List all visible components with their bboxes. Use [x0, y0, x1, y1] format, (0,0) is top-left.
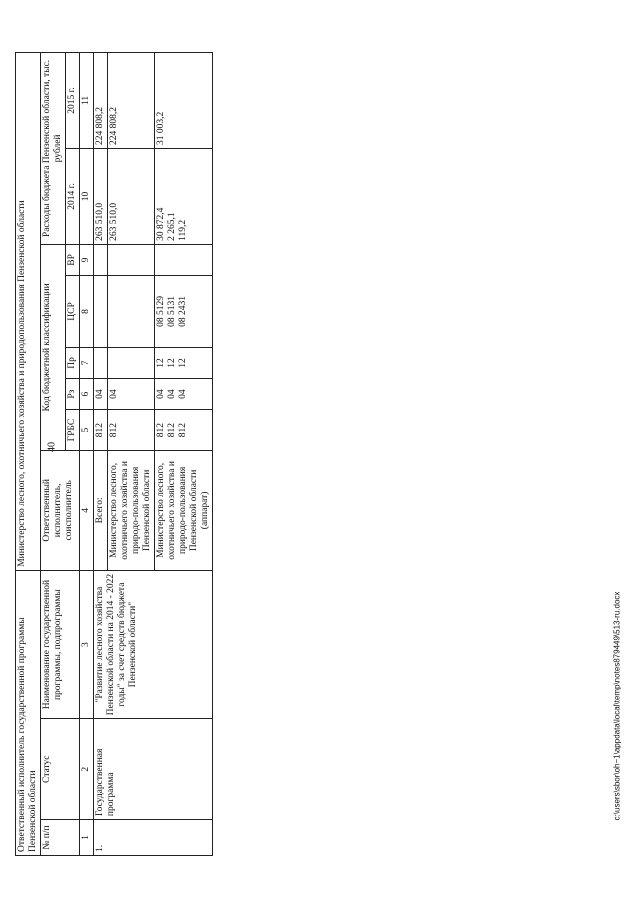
- column-number-row: [80, 53, 94, 856]
- col-csr-header: ЦСР: [66, 276, 80, 348]
- file-path-footer: c:\users\sbor\oh~1\appdata\local\temp\notes879449\513-ru.docx: [612, 591, 622, 821]
- row-program-name: "Развитие лесного хозяйства Пензенской области на 2014 - 2022 годы" за счет средств бюджета Пензенской области": [94, 570, 213, 719]
- col-2015-header: 2015 г.: [66, 53, 80, 149]
- total-grbs: 812: [94, 410, 108, 451]
- col-kbk-header: Код бюджетной классификации: [41, 244, 66, 450]
- col-grbs-header: ГРБС: [66, 410, 80, 451]
- ministry-2014: 263 510,0: [108, 149, 155, 245]
- col-num-header: № п/п: [41, 820, 80, 856]
- apparatus-2015: 31 003,2: [155, 53, 213, 149]
- table-row-total: [94, 53, 108, 856]
- total-2014: 263 510,0: [94, 149, 108, 245]
- column-number: 5: [80, 410, 94, 451]
- ministry-grbs: 812: [108, 410, 155, 451]
- responsible-value: Министерство лесного, охотничьего хозяйства и природопользования Пензенской области: [16, 53, 41, 571]
- col-vr-header: ВР: [66, 244, 80, 275]
- col-exp-header: Расходы бюджета Пензенской области, тыс. рублей: [41, 53, 66, 245]
- col-rz-header: Рз: [66, 379, 80, 410]
- ministry-vr: [108, 244, 155, 275]
- column-number: 9: [80, 244, 94, 275]
- ministry-label: Министерство лесного, охотничьего хозяйства и природо-пользования Пензенской области: [108, 450, 155, 570]
- apparatus-2014: 30 872,4 2 265,1 119,2: [155, 149, 213, 245]
- column-number: 7: [80, 347, 94, 378]
- total-csr: [94, 276, 108, 348]
- total-label: Всего:: [94, 450, 108, 570]
- page-number: 40: [46, 442, 58, 452]
- apparatus-vr: [155, 244, 213, 275]
- total-rz: 04: [94, 379, 108, 410]
- col-pr-header: Пр: [66, 347, 80, 378]
- apparatus-label: Министерство лесного, охотничьего хозяйства и природо-пользования Пензенской области (аппарат): [155, 450, 213, 570]
- column-number: 3: [80, 570, 94, 719]
- column-number: 1: [80, 820, 94, 856]
- responsible-label: Ответственный исполнитель государственной программы Пензенской области: [16, 570, 41, 855]
- col-name-header: Наименование государственной программы, подпрограммы: [41, 570, 80, 719]
- apparatus-csr: 08 5129 08 5131 08 2431: [155, 276, 213, 348]
- ministry-2015: 224 808,2: [108, 53, 155, 149]
- column-number: 11: [80, 53, 94, 149]
- column-number: 8: [80, 276, 94, 348]
- apparatus-rz: 04 04 04: [155, 379, 213, 410]
- resource-table: [15, 52, 213, 856]
- column-number: 4: [80, 450, 94, 570]
- ministry-rz: 04: [108, 379, 155, 410]
- col-status-header: Статус: [41, 719, 80, 820]
- row-number: 1.: [94, 820, 213, 856]
- column-number: 10: [80, 149, 94, 245]
- total-pr: [94, 347, 108, 378]
- ministry-csr: [108, 276, 155, 348]
- col-exec-header: Ответственный исполнитель, соисполнитель: [41, 450, 80, 570]
- column-number: 2: [80, 719, 94, 820]
- apparatus-pr: 12 12 12: [155, 347, 213, 378]
- total-2015: 224 808,2: [94, 53, 108, 149]
- apparatus-grbs: 812 812 812: [155, 410, 213, 451]
- total-vr: [94, 244, 108, 275]
- column-number: 6: [80, 379, 94, 410]
- row-status: Государственная программа: [94, 719, 213, 820]
- rotated-sheet: [0, 32, 320, 872]
- ministry-pr: [108, 347, 155, 378]
- col-2014-header: 2014 г.: [66, 149, 80, 245]
